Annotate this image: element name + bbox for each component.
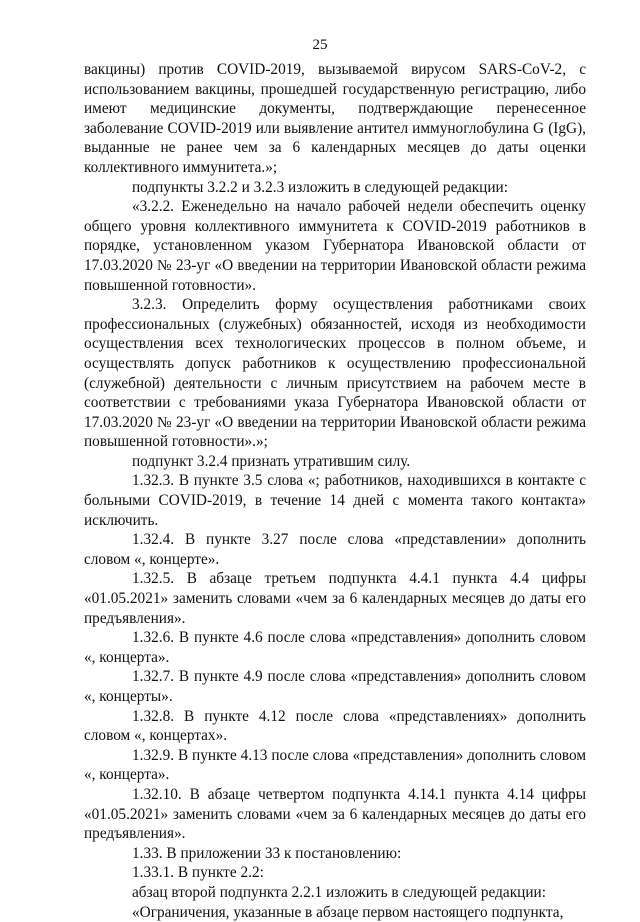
paragraph: 1.32.4. В пункте 3.27 после слова «представлении» дополнить словом «, концерте». xyxy=(84,531,586,568)
page-number: 25 xyxy=(312,37,328,53)
paragraph: подпункт 3.2.4 признать утратившим силу. xyxy=(132,452,411,470)
paragraph: 1.33.1. В пункте 2.2: xyxy=(132,864,264,882)
document-body xyxy=(84,60,586,922)
paragraph: 1.32.6. В пункте 4.6 после слова «представления» дополнить словом «, концерта». xyxy=(84,629,586,666)
paragraph: 1.32.3. В пункте 3.5 слова «; работников, находившихся в контакте с больными COVID-2019, в течение 14 дней с момента такого контакта» исключить. xyxy=(84,472,586,529)
paragraph: подпункты 3.2.2 и 3.2.3 изложить в следующей редакции: xyxy=(132,178,508,196)
paragraph: 1.32.8. В пункте 4.12 после слова «представлениях» дополнить словом «, концертах». xyxy=(84,707,586,745)
paragraph: 1.33. В приложении 33 к постановлению: xyxy=(132,844,402,862)
paragraph: «Ограничения, указанные в абзаце первом настоящего подпункта, xyxy=(132,903,564,921)
paragraph: 1.32.5. В абзаце третьем подпункта 4.4.1 пункта 4.4 цифры «01.05.2021» заменить словами «чем за 6 календарных месяцев до даты его предъявления». xyxy=(84,570,586,627)
paragraph: вакцины) против COVID-2019, вызываемой вирусом SARS-CoV-2, с использованием вакцины, прошедшей государственную регистрацию, либо имеют медицинские документы, подтверждающие перенесенное заболевание COVID-2019 или выявление антител иммуноглобулина G (IgG), выданные не ранее чем за 6 календарных месяцев до даты оценки коллективного иммунитета.»; xyxy=(84,61,586,176)
paragraph: 3.2.3. Определить форму осуществления работниками своих профессиональных (служебных) обязанностей, исходя из необходимости осуществления всех технологических процессов в полном объеме, и осуществлять допуск работников к осуществлению профессиональной (служебной) деятельности с личным присутствием на рабочем месте в соответствии с требованиями указа Губернатора Ивановской области от 17.03.2020 № 23-уг «О введении на территории Ивановской области режима повышенной готовности».»; xyxy=(84,296,586,451)
paragraph: 1.32.7. В пункте 4.9 после слова «представления» дополнить словом «, концерты». xyxy=(84,668,586,705)
paragraph: «3.2.2. Еженедельно на начало рабочей недели обеспечить оценку общего уровня коллективного иммунитета к COVID-2019 работников в порядке, установленном указом Губернатора Ивановской области от 17.03.2020 № 23-уг «О введении на территории Ивановской области режима повышенной готовности». xyxy=(84,198,586,294)
paragraph: 1.32.10. В абзаце четвертом подпункта 4.14.1 пункта 4.14 цифры «01.05.2021» заменить словами «чем за 6 календарных месяцев до даты его предъявления». xyxy=(84,785,586,843)
paragraph: абзац второй подпункта 2.2.1 изложить в следующей редакции: xyxy=(132,883,546,901)
paragraph: 1.32.9. В пункте 4.13 после слова «представления» дополнить словом «, концерта». xyxy=(84,746,586,784)
